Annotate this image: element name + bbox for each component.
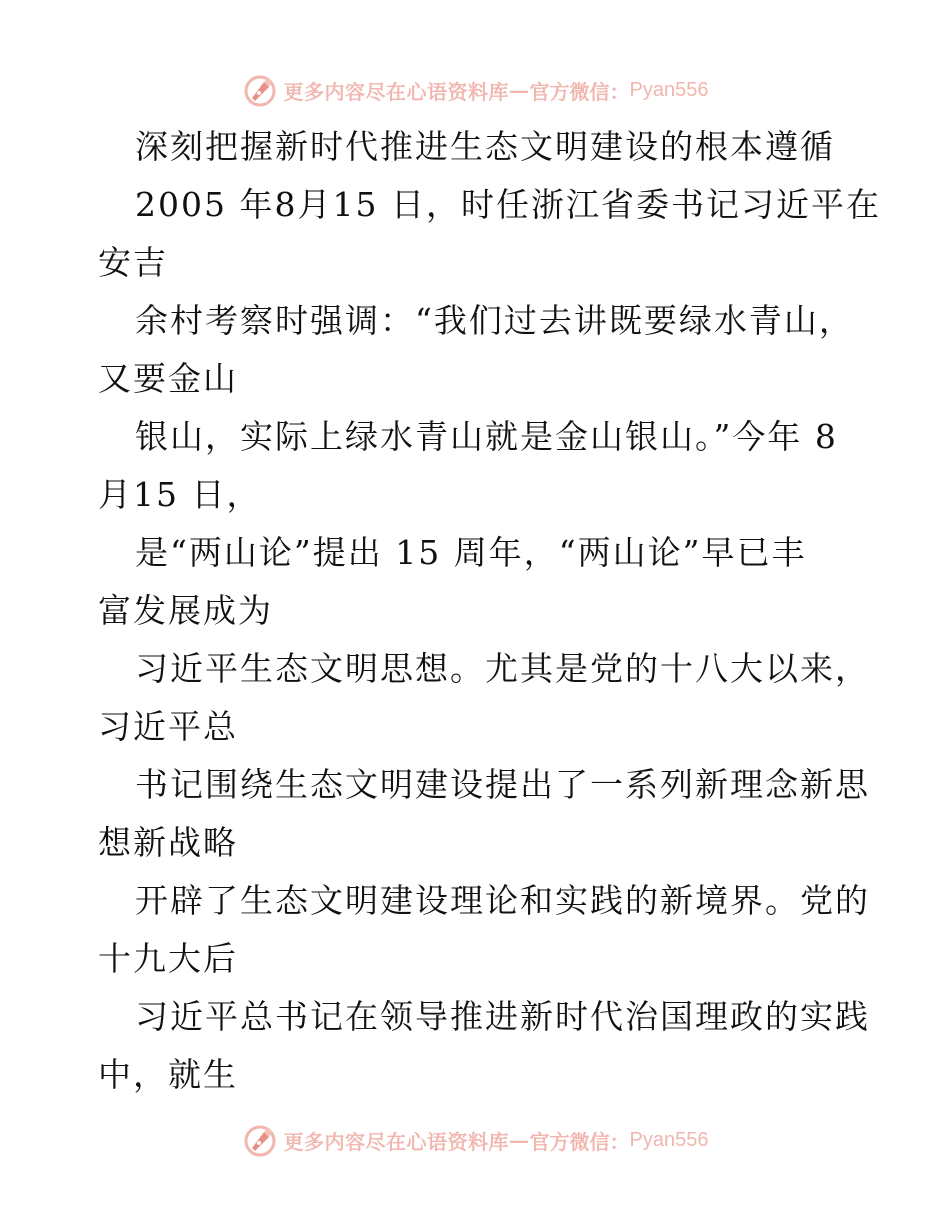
text-line: 安吉 [98,243,168,282]
text-line: 深刻把握新时代推进生态文明建设的根本遵循 [135,127,835,166]
text-line: 2005 年8月15 日，时任浙江省委书记习近平在 [135,185,881,224]
text-line: 十九大后 [98,939,238,978]
text-line: 余村考察时强调：“我们过去讲既要绿水青山， [135,301,854,340]
text-line: 习近平生态文明思想。尤其是党的十八大以来， [135,649,870,688]
footer-banner [0,1120,950,1160]
footer-dash: — [509,1128,530,1152]
text-line: 是“两山论”提出 15 周年，“两山论”早已丰 [135,533,807,572]
header-banner [0,70,950,110]
text-line: 开辟了生态文明建设理论和实践的新境界。党的 [135,881,870,920]
header-site-text: 更多内容尽在心语资料库 [283,79,510,104]
text-line: 又要金山 [98,359,238,398]
text-line: 想新战略 [98,823,238,862]
header-wechat-label: 官方微信： [529,79,630,104]
text-line: 习近平总 [98,707,238,746]
text-line: 月15 日， [98,475,262,514]
text-line: 富发展成为 [98,591,273,630]
footer-wechat-label: 官方微信： [529,1129,630,1154]
header-wechat-id: Pyan556 [629,78,709,101]
text-line: 中，就生 [98,1055,238,1094]
footer-wechat-id: Pyan556 [629,1128,709,1151]
text-line: 习近平总书记在领导推进新时代治国理政的实践 [135,997,870,1036]
pen-nib-logo-icon [242,72,278,108]
text-line: 银山，实际上绿水青山就是金山银山。”今年 8 [135,417,838,456]
pen-nib-logo-icon [242,1122,278,1158]
footer-site-text: 更多内容尽在心语资料库 [283,1129,510,1154]
text-line: 书记围绕生态文明建设提出了一系列新理念新思 [135,765,870,804]
header-dash: — [509,78,530,102]
